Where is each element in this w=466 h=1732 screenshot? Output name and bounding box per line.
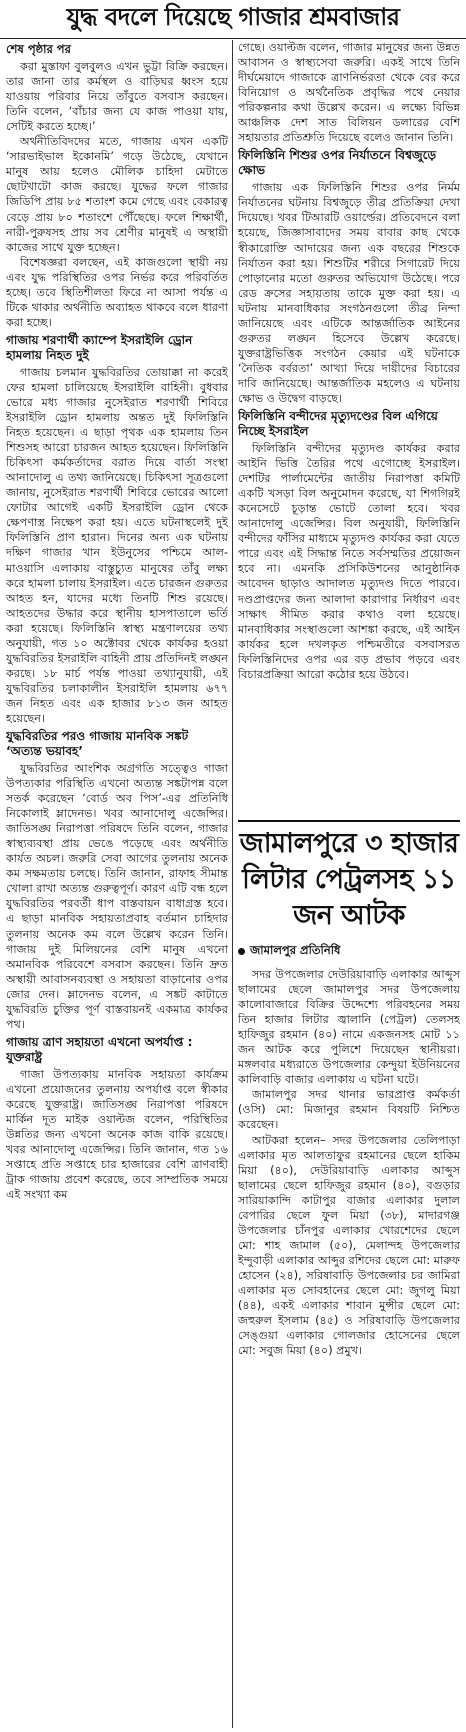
right-column xyxy=(238,40,460,690)
byline-text: জামালপুর প্রতিনিধি xyxy=(250,943,341,957)
paragraph: গাজা উপত্যকায় মানবিক সহায়তা কার্যক্রম এখনো প্রয়োজনের তুলনায় অপর্যাপ্ত বলে স্বীকার করেছে যুক্তরাষ্ট্র। জাতিসঙ্ঘ নিরাপত্তা পরিষদে মার্কিন দূত মাইক ওয়াল্টজ বলেন, পরিস্থিতির উন্নতির জন্য এখনো অনেক কাজ বাকি রয়েছে। খবর আনাদোলু এজেন্সির। তিনি জানান, গত ১৬ সপ্তাহে প্রতি সপ্তাহে চার হাজারের বেশি ত্রাণবাহী ট্রাক গাজায় প্রবেশ করেছে, তবে সাম্প্রতিক সময়ে এই সংখ্যা কম xyxy=(6,1067,228,1202)
byline xyxy=(238,942,460,961)
story-headline: জামালপুরে ৩ হাজার লিটার পেট্রলসহ ১১ জন আটক xyxy=(238,820,460,940)
subheading: যুদ্ধবিরতির পরও গাজায় মানবিক সঙ্কট ‘অত্যন্ত ভয়াবহ’ xyxy=(6,729,189,759)
paragraph: আটকরা হলেন– সদর উপজেলার তেলিপাড়া এলাকার মৃত আলতাফুর রহমানের ছেলে হাকিম মিয়া (৪০), দেউরিয়াবাড়ি এলাকার আব্দুস ছালামের ছেলে হাফিজুর রহমান (৪০), বগুড়ার সারিয়াকান্দি কাটাপুর বাজার এলাকার দুলাল বেপারির ছেলে ফুল মিয়া (৩৮), মাদারগঞ্জ উপজেলার চাঁনপুর এলাকার খোরশেদের ছেলে মো: শাহ জামাল (৫০), মেলান্দহ উপজেলার ইন্দুবাড়ী এলাকার আব্দুর রশিদের ছেলে মো: মারুফ হোসেন (২৪), সরিষাবাড়ি উপজেলার চর জামিরা এলাকার মৃত সোবহানের ছেলে মো: জুগলু মিয়া (৪৪), একই এলাকার শাবান মুন্সীর ছেলে মো: জহুরুল ইসলাম (৪৫) ও সরিষাবাড়ি উপজেলার সেঙ্গুয়া এলাকার গোলজার হোসেনের ছেলে মো: সবুজ মিয়া (৪০) প্রমুখ। xyxy=(238,1133,460,1358)
subheading: গাজায় ত্রাণ সহায়তা এখনো অপর্যাপ্ত : যুক্তরাষ্ট্র xyxy=(6,1034,193,1064)
subheading: গাজায় শরণার্থী ক্যাম্পে ইসরাইলি ড্রোন হামলায় নিহত দুই xyxy=(6,332,193,362)
bullet-icon xyxy=(238,948,245,955)
paragraph: ফিলিস্তিনি বন্দীদের মৃত্যুদণ্ড কার্যকর করার আইনি ভিত্তি তৈরির পথে এগোচ্ছে ইসরাইল। দেশটির পার্লামেন্টের জাতীয় নিরাপত্তা কমিটি একটি খসড়া বিল অনুমোদন করেছে, যা শিগগিরই কনেসেটে চূড়ান্ত ভোটে তোলা হবে। খবর আনাদোলু এজেন্সির। বিল অনুযায়ী, ফিলিস্তিনি বন্দীদের ফাঁসির মাধ্যমে মৃত্যুদণ্ড কার্যকর করা যেতে পারে এবং এই সিদ্ধান্ত নিতে সর্বসম্মতির প্রয়োজন হবে না। এমনকি প্রসিকিউশনের আনুষ্ঠানিক আবেদন ছাড়াও আদালত মৃত্যুদণ্ড দিতে পারবে। দণ্ডপ্রাপ্তদের জন্য আলাদা কারাগার নির্ধারণ এবং সাক্ষাৎ সীমিত করার কথাও বলা হয়েছে। মানবাধিকার সংস্থাগুলো আশঙ্কা করছে, এই আইন কার্যকর হলে দখলকৃত পশ্চিমতীরে বসবাসরত ফিলিস্তিনিদের ওপর এর বড় প্রভাব পড়বে এবং বিচারপ্রক্রিয়া আরো কঠোর হয়ে উঠবে। xyxy=(238,442,460,681)
subheading: ফিলিস্তিনি শিশুর ওপর নির্যাতনে বিশ্বজুড়ে ক্ষোভ xyxy=(238,148,437,178)
paragraph: গাজায় চলমান যুদ্ধবিরতির তোয়াক্কা না করেই ফের হামলা চালিয়েছে ইসরাইলি বাহিনী। বুধবার ভোরে মধ্য গাজার নুসেইরাত শরণার্থী শিবিরে ইসরাইলি ড্রোন হামলায় অন্তত দুই ফিলিস্তিনি নিহত হয়েছেন। এ ছাড়া পৃথক এক হামলায় তিন শিশুসহ আরো চারজন আহত হয়েছেন। ফিলিস্তিনি চিকিৎসা কর্মকর্তাদের বরাত দিয়ে বার্তা সংস্থা আনাদোলু এ তথ্য জানিয়েছে। চিকিৎসা সূত্রগুলো জানায়, নুসেইরাত শরণার্থী শিবিরে ভোরের আলো ফোটার আগেই একটি ইসরাইলি ড্রোন থেকে ক্ষেপণাস্ত্র নিক্ষেপ করা হয়। এতে ঘটনাস্থলেই দুই ফিলিস্তিনি প্রাণ হারান। দিনের অন্য এক ঘটনায় দক্ষিণ গাজার খান ইউনুসের পশ্চিমে আল-মাওয়াসি এলাকায় বাস্তুচ্যুত মানুষের তাঁবু লক্ষ্য করে হামলা চালায় ইসরাইল। এতে চারজন গুরুতর আহত হন, যাদের মধ্যে তিনটি শিশু রয়েছে। আহতদের উদ্ধার করে স্থানীয় হাসপাতালে ভর্তি করা হয়েছে। ফিলিস্তিনি স্বাস্থ্য মন্ত্রণালয়ের তথ্য অনুযায়ী, গত ১০ অক্টোবর থেকে কার্যকর হওয়া যুদ্ধবিরতির ইসরাইলি বাহিনী প্রায় প্রতিদিনই লঙ্ঘন করছে। ১৮ মার্চ পর্যন্ত পাওয়া তথ্যানুযায়ী, এই যুদ্ধবিরতির চলাকালীন ইসরাইলি হামলায় ৬৭৭ জন নিহত এবং এক হাজার ৮১৩ জন আহত হয়েছেন। xyxy=(6,365,228,725)
paragraph: গাজায় এক ফিলিস্তিনি শিশুর ওপর নির্মম নির্যাতনের ঘটনায় বিশ্বজুড়ে তীব্র প্রতিক্রিয়া দেখা দিয়েছে। খবর টিআরটি ওয়ার্ল্ডের। প্রতিবেদনে বলা হয়েছে, জিজ্ঞাসাবাদের সময় বাবার কাছ থেকে স্বীকারোক্তি আদায়ের জন্য এক বছরের শিশুকে নির্যাতন করা হয়। শিশুটির শরীরে সিগারেট দিয়ে পোড়ানোর মতো গুরুতর অভিযোগ উঠেছে। পরে রেড ক্রসের সহায়তায় তাকে মুক্ত করা হয়। এ ঘটনায় মানবাধিকার সংগঠনগুলো তীব্র নিন্দা জানিয়েছে এবং এটিকে আন্তর্জাতিক আইনের গুরুতর লঙ্ঘন হিসেবে উল্লেখ করেছে। যুক্তরাষ্ট্রভিত্তিক সংগঠন কেয়ার এই ঘটনাকে ‘নৈতিক বর্বরতা’ আখ্যা দিয়ে দায়ীদের বিচারের দাবি জানিয়েছে। আন্তর্জাতিক মহলেও এ ঘটনায় ক্ষোভ ও উদ্বেগ বাড়ছে। xyxy=(238,181,460,405)
paragraph: গেছে। ওয়াল্টজ বলেন, গাজার মানুষের জন্য উন্নত আবাসন ও স্বাস্থ্যসেবা জরুরি। একই সাথে তিনি দীর্ঘমেয়াদে গাজাকে ত্রাণনির্ভরতা থেকে বের করে বিনিয়োগ ও অর্থনৈতিক প্রবৃদ্ধির পথে নেয়ার পরিকল্পনার কথা উল্লেখ করেন। এ লক্ষ্যে বিভিন্ন আঞ্চলিক দেশ সাত বিলিয়ন ডলারের বেশি সহায়তার প্রতিশ্রুতি দিয়েছে বলেও জানান তিনি। xyxy=(238,41,460,145)
jamalpur-story xyxy=(238,820,460,1730)
subheading: ফিলিস্তিনি বন্দীদের মৃত্যুদণ্ডের বিল এগিয়ে নিচ্ছে ইসরাইল xyxy=(238,409,438,439)
paragraph: যুদ্ধবিরতির আংশিক অগ্রগতি সত্ত্বেও গাজা উপত্যকার পরিস্থিতি এখনো অত্যন্ত সঙ্কটাপন্ন বলে সতর্ক করেছেন ‘বোর্ড অব পিস’-এর প্রতিনিধি নিকোলাই ম্লাদেনভ। খবর আনাদোলু এজেন্সির। জাতিসঙ্ঘ নিরাপত্তা পরিষদে তিনি বলেন, গাজার স্বাস্থ্যব্যবস্থা প্রায় ভেঙে পড়েছে এবং অর্থনীতি কার্যত অচল। জরুরি সেবা আগের তুলনায় অনেক কম সক্ষমতায় চলছে। তিনি জানান, রাফাহ সীমান্ত খোলা রাখা অত্যন্ত গুরুত্বপূর্ণ। কারণ এটি বন্ধ হলে যুদ্ধবিরতির পরবর্তী ধাপ বাস্তবায়ন বাধাগ্রস্ত হবে। এ ছাড়া মানবিক সহায়তাপ্রবাহ বর্তমান চাহিদার তুলনায় অনেক কম বলে উল্লেখ করেন তিনি। গাজায় দুই মিলিয়নের বেশি মানুষ এখনো অমানবিক পরিবেশে বসবাস করছেন। তিনি দ্রুত অস্থায়ী আবাসনব্যবস্থা ও সহায়তা বাড়ানোর ওপর জোর দেন। ম্লাদেনভ বলেন, এ সঙ্কট কাটাতে যুদ্ধবিরতি চুক্তির পূর্ণ বাস্তবায়নই একমাত্র কার্যকর পথ। xyxy=(6,762,228,1031)
continuation-label: শেষ পৃষ্ঠার পর xyxy=(6,42,71,56)
paragraph: বিশেষজ্ঞরা বলছেন, এই কাজগুলো স্থায়ী নয় এবং যুদ্ধ পরিস্থিতির ওপর নির্ভর করে পরিবর্তিত হচ্ছে। তবে স্থিতিশীলতা ফিরে না আসা পর্যন্ত এ টিকে থাকার অর্থনীতি অব্যাহত থাকবে বলে ধারণা করা হচ্ছে। xyxy=(6,255,228,329)
story-body xyxy=(238,967,460,1358)
left-column xyxy=(6,40,228,1728)
paragraph: অর্থনীতিবিদদের মতে, গাজায় এখন একটি ‘সারভাইভাল ইকোনমি’ গড়ে উঠেছে, যেখানে মানুষ আয় হলেও মৌলিক চাহিদা মেটাতে ছোটখাটো কাজ করছে। যুদ্ধের ফলে গাজার জিডিপি প্রায় ৮৫ শতাংশ কমে গেছে এবং বেকারত্ব বেড়ে প্রায় ৮০ শতাংশে পৌঁছেছে। ফলে শিক্ষার্থী, নারী-পুরুষসহ প্রায় সব শ্রেণীর মানুষই এ অস্থায়ী কাজের সাথে যুক্ত হচ্ছেন। xyxy=(6,135,228,254)
paragraph: জামালপুর সদর থানার ভারপ্রাপ্ত কর্মকর্তা (ওসি) মো: মিজানুর রহমান বিষয়টি নিশ্চিত করেছেন। xyxy=(238,1088,460,1132)
paragraph: সদর উপজেলার দেউরিয়াবাড়ি এলাকার আব্দুস ছালামের ছেলে জামালপুর সদর উপজেলায় কালোবাজারে বিক্রির উদ্দেশ্যে পরিবহনের সময় তিন হাজার লিটার জ্বালানি (পেট্রল) তেলসহ হাফিজুর রহমান (৪০) নামে একজনসহ মোট ১১ জন আটক করে পুলিশে দিয়েছেন স্থানীয়রা। মঙ্গলবার মধ্যরাতে উপজেলার কেন্দুয়া ইউনিয়নের কালিবাড়ি বাজার এলাকায় এ ঘটনা ঘটে। xyxy=(238,968,460,1087)
column-divider xyxy=(232,40,233,1728)
paragraph: করা মুস্তাফা বুলবুলও এখন ভুট্টা বিক্রি করছেন। তার জানা তার কর্মস্থল ও বাড়িঘর ধ্বংস হয়ে যাওয়ায় পরিবার নিয়ে তাঁবুতে বসবাস করছেন। তিনি বলেন, ‘বাঁচার জন্য যে কাজ পাওয়া যায়, সেটিই করতে হচ্ছে।’ xyxy=(6,60,228,134)
page-headline: যুদ্ধ বদলে দিয়েছে গাজার শ্রমবাজার xyxy=(0,0,466,39)
